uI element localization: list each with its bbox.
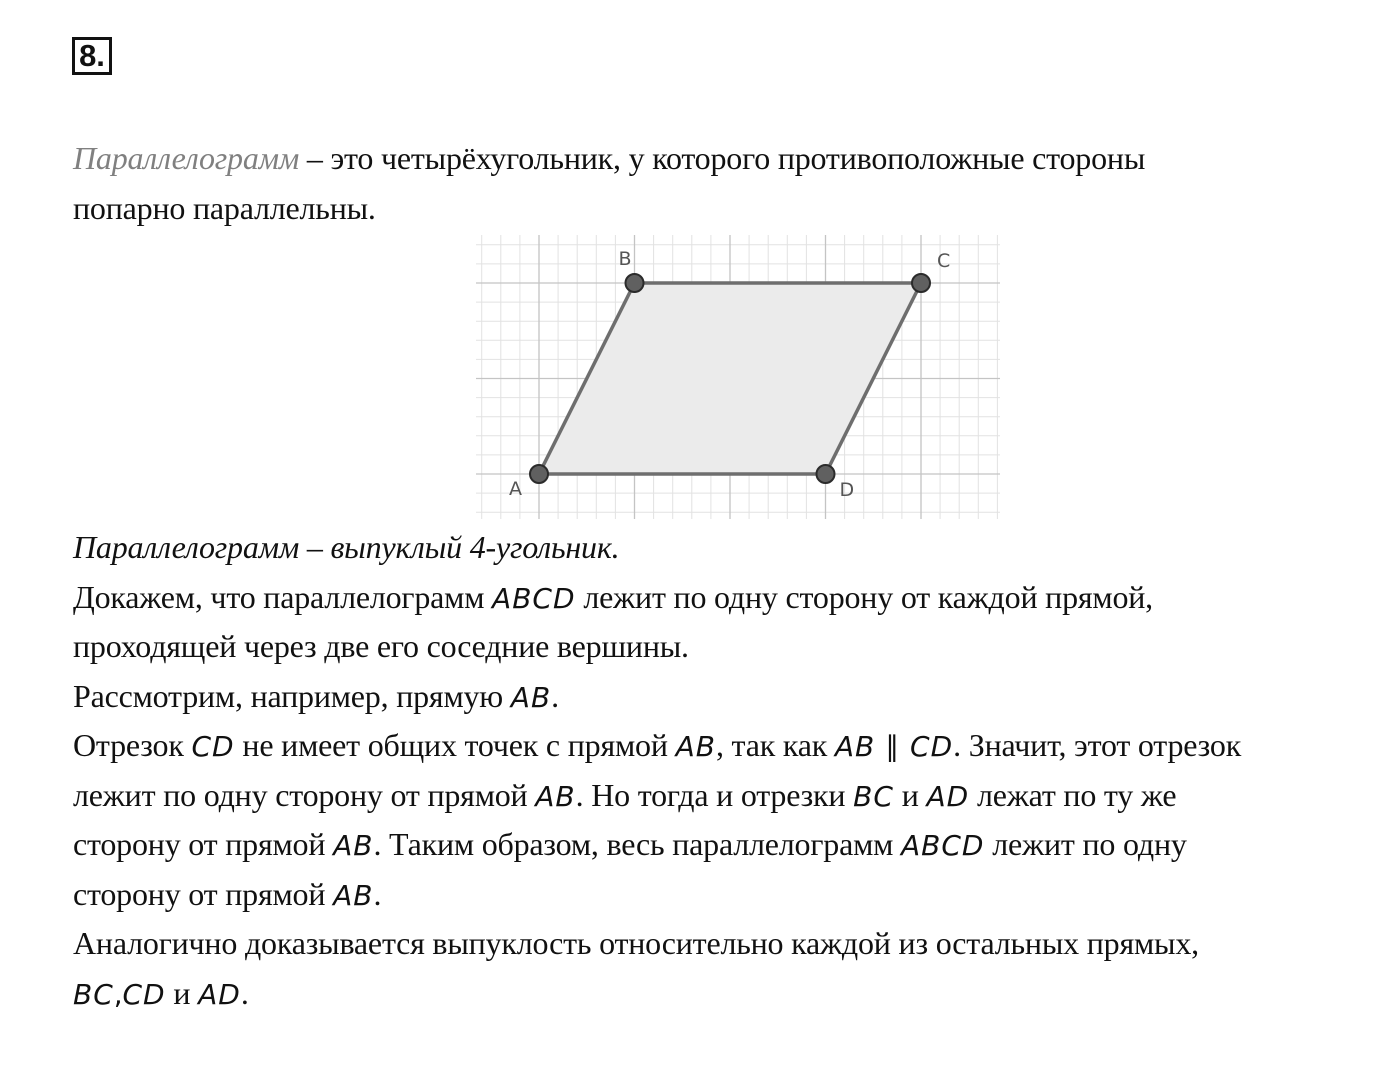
proof-line-3: Рассмотрим, например, прямую AB. (73, 678, 559, 714)
statement: Параллелограмм – выпуклый 4-угольник. (73, 529, 620, 565)
proof-line-4: Отрезок CD не имеет общих точек с прямой AB, так как AB ∥ CD. Значит, этот отрезок (73, 727, 1242, 763)
math-abcd: ABCD (492, 582, 576, 615)
problem-number: 8. (72, 37, 112, 75)
vertex-point-a (530, 465, 548, 483)
proof-line-7: сторону от прямой AB. (73, 876, 382, 912)
vertex-label-d: D (839, 479, 855, 501)
vertex-point-c (912, 274, 930, 292)
proof-line-8: Аналогично доказывается выпуклость относительно каждой из остальных прямых, (73, 925, 1199, 961)
definition-line-2: попарно параллельны. (73, 190, 376, 226)
math-ab: AB (333, 829, 374, 862)
math-ab-parallel-cd: AB ∥ CD (834, 730, 954, 763)
math-abcd: ABCD (900, 829, 985, 862)
definition-text: – это четырёхугольник, у которого противоположные стороны (299, 140, 1146, 176)
math-cd: CD (122, 978, 166, 1011)
math-cd: CD (191, 730, 235, 763)
math-ab: AB (675, 730, 716, 763)
vertex-label-a: A (509, 478, 522, 500)
proof-line-1: Докажем, что параллелограмм ABCD лежит по одну сторону от каждой прямой, (73, 579, 1153, 615)
vertex-label-b: B (618, 248, 632, 270)
defined-term: Параллелограмм (73, 140, 300, 176)
math-bc: BC (73, 978, 114, 1011)
math-ab: AB (510, 681, 552, 714)
definition-line-1 (73, 134, 1400, 184)
math-ad: AD (198, 978, 241, 1011)
parallelogram-figure (476, 235, 1000, 519)
math-ad: AD (926, 780, 970, 813)
vertex-point-b (626, 274, 644, 292)
math-ab: AB (333, 879, 374, 912)
proof-line-5: лежит по одну сторону от прямой AB. Но тогда и отрезки BC и AD лежат по ту же (73, 777, 1177, 813)
vertex-label-c: C (937, 250, 951, 272)
math-bc: BC (853, 780, 894, 813)
proof-line-2: проходящей через две его соседние вершины. (73, 628, 689, 664)
math-ab: AB (535, 780, 576, 813)
proof-line-6: сторону от прямой AB. Таким образом, весь параллелограмм ABCD лежит по одну (73, 826, 1187, 862)
proof-line-9: BC,CD и AD. (73, 975, 249, 1011)
vertex-point-d (817, 465, 835, 483)
